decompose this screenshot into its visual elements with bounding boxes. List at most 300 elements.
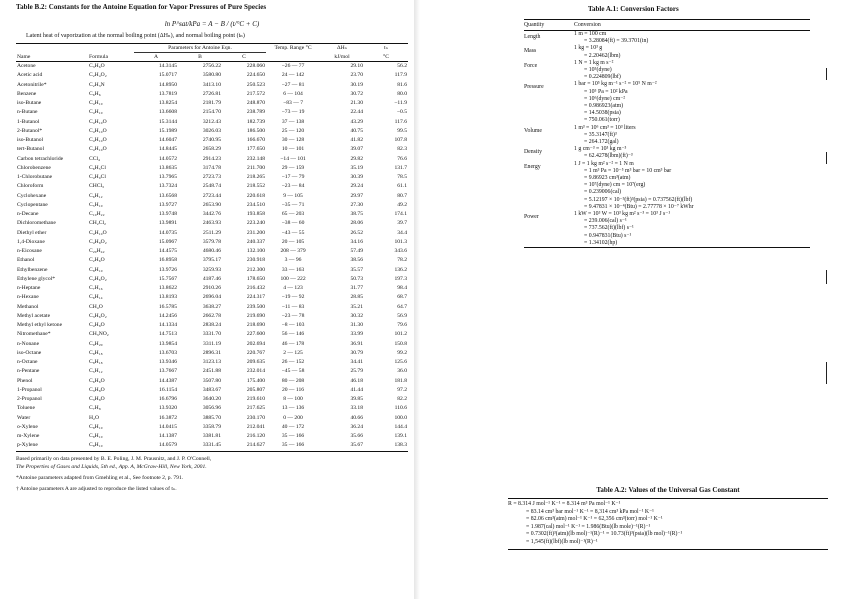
cell-name: Toluene bbox=[17, 405, 35, 412]
header-dh-unit: kJ/mol bbox=[320, 53, 364, 62]
cell-c: 232.014 bbox=[246, 368, 266, 375]
cell-b: 2658.29 bbox=[202, 146, 221, 153]
cell-a: 14.4387 bbox=[158, 377, 177, 384]
cell-formula: C₆H₁₄ bbox=[89, 294, 103, 301]
cell-name: n-Hexane bbox=[17, 294, 39, 301]
cell-a: 14.3145 bbox=[158, 63, 177, 69]
cell-tn: 99.5 bbox=[397, 127, 408, 134]
cell-name: o-Xylene bbox=[17, 423, 38, 430]
cell-tn: −11.9 bbox=[394, 100, 408, 106]
cell-formula: C₃H₆O bbox=[89, 63, 105, 69]
cell-formula: C₈H₁₀ bbox=[89, 433, 103, 439]
cell-name: Chloroform bbox=[17, 183, 44, 190]
cell-name: tert-Butanol bbox=[17, 146, 45, 153]
table-row bbox=[16, 192, 408, 201]
cell-c: 211.700 bbox=[247, 164, 266, 171]
cell-temp-range: 80 — 208 bbox=[281, 377, 305, 384]
table-row bbox=[16, 404, 408, 413]
cell-formula: C₂H₃N bbox=[89, 81, 105, 88]
cell-tn: 78.2 bbox=[397, 257, 408, 264]
conversion-lines bbox=[574, 60, 810, 82]
cell-a: 16.1154 bbox=[159, 386, 177, 393]
antoine-table bbox=[16, 43, 408, 452]
cell-temp-range: −38 — 60 bbox=[281, 220, 305, 227]
cell-tn: 138.3 bbox=[364, 441, 408, 451]
cell-c: 218.265 bbox=[246, 174, 266, 180]
cell-c: 231.200 bbox=[246, 229, 266, 236]
header-antoine-params: Parameters for Antoine Eqn. bbox=[134, 44, 266, 53]
cell-c: 205.807 bbox=[246, 386, 266, 393]
cell-dh: 35.57 bbox=[350, 266, 364, 273]
cell-temp-range: 25 — 120 bbox=[281, 127, 305, 134]
cell-name: Methanol bbox=[17, 303, 39, 310]
cell-temp-range: 10 — 101 bbox=[281, 146, 305, 153]
quantity-label: Length bbox=[524, 34, 541, 40]
cell-a: 14.0572 bbox=[158, 155, 177, 162]
table-row bbox=[16, 247, 408, 256]
table-row bbox=[16, 312, 408, 321]
table-row bbox=[16, 71, 408, 80]
cell-name: Ethylbenzene bbox=[17, 266, 48, 273]
table-row bbox=[16, 330, 408, 339]
cell-b: 2838.24 bbox=[202, 322, 221, 328]
cell-c: 223.240 bbox=[246, 220, 266, 227]
cell-name: n-Heptane bbox=[17, 285, 41, 291]
cell-tn: 117.9 bbox=[394, 72, 408, 79]
table-row bbox=[16, 321, 408, 330]
cell-c: 248.870 bbox=[246, 100, 266, 106]
table-row bbox=[16, 136, 408, 145]
conversion-line: = 0.947831(Btu) s⁻¹ bbox=[584, 232, 632, 239]
cell-tn: 56.9 bbox=[397, 312, 408, 319]
cell-a: 13.6703 bbox=[158, 349, 177, 356]
conversion-line: 1 m³ = 10⁶ cm³ = 10³ liters bbox=[574, 124, 636, 131]
cell-b: 3795.17 bbox=[202, 257, 221, 264]
table-row bbox=[16, 414, 408, 423]
cell-b: 3331.45 bbox=[178, 441, 222, 451]
cell-temp-range: 0 — 200 bbox=[283, 414, 303, 421]
quantity-label: Volume bbox=[524, 127, 542, 134]
conversion-table bbox=[524, 19, 810, 248]
cell-tn: 79.6 bbox=[397, 322, 408, 328]
table-row bbox=[16, 284, 408, 293]
cell-c: 186.500 bbox=[246, 127, 266, 134]
cell-b: 2463.93 bbox=[202, 220, 221, 227]
cell-dh: 30.72 bbox=[350, 90, 364, 97]
cell-a: 16.6796 bbox=[158, 396, 177, 402]
cell-dh: 39.85 bbox=[350, 396, 364, 402]
conversion-line: = 0.239006(cal) bbox=[584, 189, 622, 196]
cell-b: 4680.46 bbox=[202, 248, 221, 254]
cell-formula: C₄H₁₀O bbox=[89, 127, 107, 134]
cell-dh: 33.99 bbox=[350, 331, 364, 338]
cell-a: 13.7324 bbox=[158, 183, 177, 190]
cell-a: 13.7819 bbox=[158, 90, 177, 97]
cell-c: 216.120 bbox=[246, 433, 266, 439]
cell-c: 209.635 bbox=[246, 359, 266, 365]
conversion-line: = 14.5038(psia) bbox=[584, 110, 621, 117]
conversion-line: 1 m = 100 cm bbox=[574, 31, 607, 37]
cell-b: 3483.67 bbox=[202, 386, 221, 393]
cell-temp-range: 6 — 104 bbox=[283, 90, 303, 97]
cell-name: Chlorobenzene bbox=[17, 164, 51, 171]
cell-c: 166.670 bbox=[246, 137, 266, 143]
cell-temp-range: −17 — 79 bbox=[281, 174, 305, 180]
conversion-line: = 2.20462(lbm) bbox=[584, 52, 621, 59]
cell-c: 232.148 bbox=[246, 155, 266, 162]
cell-c: 212.300 bbox=[246, 266, 266, 273]
cell-tn: 101.2 bbox=[394, 331, 408, 338]
table-row bbox=[16, 210, 408, 219]
table-row bbox=[16, 81, 408, 90]
cell-temp-range: 30 — 128 bbox=[281, 137, 305, 143]
cell-tn: 117.6 bbox=[394, 118, 408, 125]
cell-tn: 81.6 bbox=[397, 81, 408, 88]
cell-a: 13.6608 bbox=[158, 109, 177, 116]
cell-dh: 28.85 bbox=[350, 294, 364, 301]
table-row bbox=[16, 173, 408, 182]
cell-b: 3579.78 bbox=[202, 238, 221, 245]
cell-dh: 50.73 bbox=[350, 275, 364, 282]
cell-b: 2726.81 bbox=[202, 90, 221, 97]
conversion-line: = 737.562(ft)(lbf) s⁻¹ bbox=[584, 225, 634, 232]
cell-dh: 38.56 bbox=[350, 257, 364, 264]
table-row bbox=[16, 108, 408, 117]
cell-b: 2548.74 bbox=[202, 183, 221, 190]
cell-temp-range: 8 — 100 bbox=[283, 396, 303, 402]
cell-dh: 35.67 bbox=[320, 441, 364, 451]
cell-name: Cyclohexane bbox=[17, 192, 47, 199]
table-row bbox=[16, 256, 408, 265]
cell-name: 2-Butanol* bbox=[17, 127, 43, 134]
cell-b: 2910.26 bbox=[202, 285, 221, 291]
cell-formula: C₈H₁₈ bbox=[89, 359, 103, 365]
cell-temp-range: 4 — 123 bbox=[283, 285, 303, 291]
cell-b: 3174.78 bbox=[202, 164, 221, 171]
table-row bbox=[16, 99, 408, 108]
cell-temp-range: 20 — 116 bbox=[281, 386, 305, 393]
cell-c: 182.739 bbox=[246, 118, 266, 125]
conversion-line: = 10⁵ Pa = 10² kPa bbox=[584, 88, 628, 95]
cell-b: 3638.27 bbox=[202, 303, 221, 310]
cell-formula: C₄H₁₀O bbox=[89, 146, 107, 153]
cell-temp-range: 29 — 159 bbox=[281, 164, 305, 171]
cell-tn: 125.6 bbox=[394, 359, 408, 365]
header-name: Name bbox=[16, 53, 88, 62]
conversion-line: = 5.12197 × 10⁻³(ft)³(psia) = 0.737562(ft)(lbf) bbox=[584, 196, 693, 203]
conversion-line: 1 N = 1 kg m s⁻² bbox=[574, 59, 614, 66]
cell-c: 234.510 bbox=[246, 201, 266, 208]
cell-name: 1,4-Dioxane bbox=[17, 238, 45, 245]
cell-a: 13.7667 bbox=[158, 368, 177, 375]
cell-c: 250.523 bbox=[246, 81, 266, 88]
conversion-lines bbox=[574, 45, 810, 59]
cell-c: 218.690 bbox=[246, 322, 266, 328]
cell-temp-range: 2 — 125 bbox=[283, 349, 303, 356]
cell-temp-range: −27 — 81 bbox=[281, 81, 305, 88]
cell-b: 2740.95 bbox=[202, 137, 221, 143]
cell-name: Phenol bbox=[17, 377, 33, 384]
cell-c: 240.337 bbox=[246, 238, 266, 245]
cell-b: 3358.79 bbox=[202, 423, 221, 430]
cell-formula: CH₄O bbox=[89, 303, 103, 310]
cell-a: 13.9891 bbox=[158, 220, 177, 227]
cell-formula: C₄H₈O₂ bbox=[89, 238, 107, 245]
cell-tn: 343.6 bbox=[394, 248, 408, 254]
header-formula: Formula bbox=[88, 53, 134, 62]
page-gutter bbox=[414, 0, 420, 599]
cell-temp-range: 35 — 166 bbox=[266, 441, 320, 451]
cell-a: 13.8193 bbox=[158, 294, 177, 301]
conversion-row bbox=[524, 125, 810, 147]
cell-b: 2756.22 bbox=[202, 63, 221, 69]
cell-b: 3331.70 bbox=[202, 331, 221, 338]
table-row bbox=[16, 441, 408, 451]
cell-temp-range: 3 — 96 bbox=[284, 257, 302, 264]
cell-a: 16.3872 bbox=[158, 414, 177, 421]
table-row bbox=[16, 395, 408, 404]
cell-tn: 197.3 bbox=[394, 275, 408, 282]
cell-tn: 100.0 bbox=[394, 414, 408, 421]
cell-name: 1-Chlorobutane bbox=[17, 174, 53, 180]
cell-tn: 82.2 bbox=[397, 396, 408, 402]
cell-a: 13.8635 bbox=[158, 164, 177, 171]
cell-c: 217.572 bbox=[246, 90, 266, 97]
cell-name: Water bbox=[17, 414, 31, 421]
cell-a: 13.6568 bbox=[158, 192, 177, 199]
cell-c: 228.060 bbox=[246, 63, 266, 69]
cell-name: p-Xylene bbox=[16, 441, 88, 451]
cell-b: 3413.10 bbox=[202, 81, 221, 88]
cell-name: 1-Propanol bbox=[17, 386, 42, 393]
gas-constant-line: = 0.7302(ft)³(atm)(lb mol)⁻¹(R)⁻¹ = 10.73(ft)³(psia)(lb mol)⁻¹(R)⁻¹ bbox=[526, 531, 683, 538]
header-a: A bbox=[134, 53, 178, 62]
cell-name: n-Decane bbox=[17, 211, 39, 217]
cell-b: 2662.78 bbox=[202, 312, 221, 319]
cell-tn: 49.2 bbox=[397, 201, 408, 208]
cell-formula: C₂H₆O bbox=[89, 257, 105, 264]
note-book: The Properties of Gases and Liquids, 5th ed., App. A, McGraw-Hill, New York, 2001. bbox=[16, 463, 207, 470]
cell-tn: 131.7 bbox=[394, 164, 408, 171]
cell-dh: 21.30 bbox=[350, 100, 364, 106]
table-row bbox=[16, 293, 408, 302]
cell-name: n-Nonane bbox=[17, 340, 40, 347]
gas-constant-line: = 1.987(cal) mol⁻¹ K⁻¹ = 1.986(Btu)(lb mole)⁻¹(R)⁻¹ bbox=[526, 523, 651, 530]
conversion-line: = 35.3147(ft)³ bbox=[584, 131, 617, 138]
table-row bbox=[16, 90, 408, 99]
cell-a: 13.9726 bbox=[158, 266, 177, 273]
cell-tn: 150.8 bbox=[394, 340, 408, 347]
cell-temp-range: −26 — 77 bbox=[281, 63, 305, 69]
cell-dh: 41.82 bbox=[350, 137, 364, 143]
gas-constant-values bbox=[508, 498, 828, 550]
conversion-line: 1 g cm⁻³ = 10³ kg m⁻³ bbox=[574, 146, 627, 153]
cell-formula: C₄H₈O bbox=[89, 322, 105, 328]
cell-b: 3123.13 bbox=[202, 359, 221, 365]
cell-a: 14.1334 bbox=[158, 322, 177, 328]
conversion-line: = 3.28084(ft) = 39.3701(in) bbox=[584, 38, 649, 45]
cell-temp-range: 13 — 136 bbox=[281, 405, 305, 412]
cell-dh: 22.44 bbox=[350, 109, 364, 116]
cell-c: 214.627 bbox=[222, 441, 266, 451]
cell-formula: C₂H₆O₂ bbox=[89, 275, 107, 282]
cell-a: 13.8254 bbox=[158, 100, 177, 106]
cell-c: 219.610 bbox=[246, 396, 266, 402]
margin-mark bbox=[826, 270, 827, 284]
note-adjusted: † Antoine parameters A are adjusted to reproduce the listed values of tₙ. bbox=[16, 486, 177, 493]
table-row bbox=[16, 386, 408, 395]
conversion-line: = 62.4278(lbm)(ft)⁻³ bbox=[584, 153, 633, 160]
cell-a: 13.9320 bbox=[158, 405, 177, 412]
cell-formula: C₇H₁₆ bbox=[89, 285, 103, 291]
cell-dh: 46.18 bbox=[350, 377, 364, 384]
cell-tn: 82.3 bbox=[397, 146, 408, 153]
cell-temp-range: 40 — 172 bbox=[281, 423, 305, 430]
cell-b: 2696.04 bbox=[202, 294, 221, 301]
cell-formula: CHCl₃ bbox=[89, 183, 105, 190]
cell-c: 217.625 bbox=[246, 405, 266, 412]
cell-temp-range: 208 — 379 bbox=[280, 248, 306, 254]
cell-tn: 144.4 bbox=[394, 423, 408, 430]
cell-name: Acetone bbox=[17, 63, 36, 69]
cell-dh: 36.24 bbox=[350, 423, 364, 430]
cell-formula: C₂₀H₄₂ bbox=[89, 248, 105, 254]
cell-a: 14.8950 bbox=[158, 81, 177, 88]
cell-a: 13.9748 bbox=[158, 211, 177, 217]
cell-name: Ethanol bbox=[17, 257, 35, 264]
cell-c: 230.918 bbox=[246, 257, 266, 264]
conversion-line: 1 bar = 10⁵ kg m⁻¹ s⁻² = 10⁵ N m⁻² bbox=[574, 81, 657, 88]
cell-formula: H₂O bbox=[89, 414, 100, 421]
margin-mark bbox=[826, 152, 827, 164]
cell-formula: C₄H₁₀O bbox=[89, 137, 107, 143]
cell-dh: 39.07 bbox=[350, 146, 364, 153]
cell-temp-range: 37 — 138 bbox=[281, 118, 305, 125]
cell-c: 220.618 bbox=[246, 192, 266, 199]
conversion-lines bbox=[574, 31, 810, 46]
cell-a: 13.9854 bbox=[158, 340, 177, 347]
cell-c: 239.500 bbox=[246, 303, 266, 310]
cell-name: n-Pentane bbox=[17, 368, 40, 375]
table-b2-title: Table B.2: Constants for the Antoine Equation for Vapor Pressures of Pure Species bbox=[16, 3, 267, 11]
gas-constant-section bbox=[508, 486, 828, 550]
cell-c: 132.100 bbox=[246, 248, 266, 254]
cell-b: 3026.03 bbox=[202, 127, 221, 134]
cell-b: 3885.70 bbox=[202, 414, 221, 421]
cell-formula: C₄H₁₀ bbox=[89, 109, 103, 116]
table-row bbox=[16, 340, 408, 349]
cell-name: m-Xylene bbox=[17, 433, 40, 439]
cell-dh: 31.30 bbox=[350, 322, 364, 328]
cell-formula: C₆H₆ bbox=[89, 90, 101, 97]
conversion-lines bbox=[574, 146, 810, 160]
table-a2-title: Table A.2: Values of the Universal Gas Constant bbox=[596, 486, 740, 494]
cell-b: 2511.29 bbox=[203, 229, 221, 236]
cell-name: 2-Propanol bbox=[17, 396, 42, 402]
cell-dh: 27.30 bbox=[350, 201, 364, 208]
header-temp-range: Temp. Range °C bbox=[274, 45, 312, 52]
cell-name: Diethyl ether bbox=[17, 229, 47, 236]
cell-formula: C₈H₁₀ bbox=[89, 266, 103, 273]
cell-name: iso-Butanol bbox=[17, 137, 44, 143]
quantity-label: Energy bbox=[524, 163, 541, 170]
cell-formula: C₃H₆O₂ bbox=[89, 312, 107, 319]
table-row bbox=[16, 423, 408, 432]
cell-c: 193.858 bbox=[246, 211, 266, 217]
cell-temp-range: −73 — 19 bbox=[281, 109, 305, 116]
table-row bbox=[16, 118, 408, 127]
cell-temp-range: −11 — 83 bbox=[281, 303, 305, 310]
cell-dh: 34.41 bbox=[350, 359, 364, 365]
conversion-line: = 10⁷(dyne) cm = 10⁷(erg) bbox=[584, 182, 646, 189]
cell-name: Acetonitrile* bbox=[17, 81, 47, 88]
table-a1-title: Table A.1: Conversion Factors bbox=[588, 5, 679, 13]
cell-c: 224.650 bbox=[246, 72, 266, 79]
cell-dh: 31.77 bbox=[350, 285, 364, 291]
cell-dh: 35.19 bbox=[350, 164, 364, 171]
cell-formula: CCl₄ bbox=[89, 155, 100, 162]
table-row bbox=[16, 127, 408, 136]
table-row bbox=[16, 155, 408, 164]
conversion-line: 1 kW = 10³ W = 10³ kg m² s⁻³ = 10³ J s⁻¹ bbox=[574, 211, 671, 218]
cell-formula: C₈H₁₈ bbox=[89, 349, 103, 356]
conversion-line: = 10⁶(dyne) cm⁻² bbox=[584, 95, 625, 102]
cell-c: 175.400 bbox=[246, 377, 266, 384]
note-gmehling: *Antoine parameters adapted from Gmehling et al., See footnote 2, p. 791. bbox=[16, 474, 184, 481]
cell-c: 216.432 bbox=[246, 285, 266, 291]
cell-dh: 38.75 bbox=[350, 211, 364, 217]
cell-tn: 36.0 bbox=[397, 368, 408, 375]
conversion-line: 1 J = 1 kg m² s⁻² = 1 N m bbox=[574, 160, 634, 167]
table-row bbox=[16, 367, 408, 376]
note-source: Based primarily on data presented by B. E. Poling, J. M. Prausnitz, and J. P. O'Connell, bbox=[16, 455, 212, 462]
cell-formula: C₈H₁₀ bbox=[88, 441, 134, 451]
cell-temp-range: 46 — 178 bbox=[281, 340, 305, 347]
table-row bbox=[16, 145, 408, 154]
cell-tn: −0.5 bbox=[396, 109, 408, 116]
conversion-lines bbox=[574, 161, 810, 211]
cell-b: 2914.23 bbox=[202, 155, 221, 162]
cell-temp-range: 100 — 222 bbox=[280, 275, 306, 282]
cell-temp-range: −14 — 101 bbox=[280, 155, 306, 162]
conversion-lines bbox=[574, 211, 810, 248]
cell-dh: 40.75 bbox=[350, 127, 364, 134]
antoine-equation: ln P^sat/kPa = A − B / (t/°C + C) bbox=[164, 20, 260, 28]
cell-name: Methyl ethyl ketone bbox=[17, 322, 63, 328]
conversion-line: = 239.006(cal) s⁻¹ bbox=[584, 218, 627, 225]
table-row bbox=[16, 62, 408, 72]
cell-name: n-Eicosane bbox=[17, 248, 42, 254]
header-conversion: Conversion bbox=[574, 20, 810, 31]
cell-c: 177.650 bbox=[246, 146, 266, 153]
cell-dh: 30.39 bbox=[350, 174, 364, 180]
quantity-label: Power bbox=[524, 211, 574, 248]
gas-constant-line: = 1,545(ft)(lbf)(lb mol)⁻¹(R)⁻¹ bbox=[526, 538, 598, 545]
cell-b: 3507.80 bbox=[202, 377, 221, 384]
cell-temp-range: 9 — 105 bbox=[283, 192, 303, 199]
cell-a: 16.8958 bbox=[158, 257, 177, 264]
cell-a: 14.0579 bbox=[134, 441, 178, 451]
cell-b: 4187.46 bbox=[202, 275, 221, 282]
cell-name: Carbon tetrachloride bbox=[17, 155, 64, 162]
conversion-line: = 1 m³ Pa = 10⁻⁵ m³ bar = 10 cm³ bar bbox=[584, 167, 672, 174]
cell-formula: C₆H₆O bbox=[89, 377, 105, 384]
cell-c: 212.041 bbox=[246, 423, 266, 430]
cell-a: 15.3144 bbox=[158, 118, 177, 125]
cell-formula: C₄H₁₀O bbox=[89, 118, 107, 125]
cell-temp-range: 24 — 142 bbox=[281, 72, 305, 79]
cell-b: 3311.19 bbox=[203, 340, 221, 347]
